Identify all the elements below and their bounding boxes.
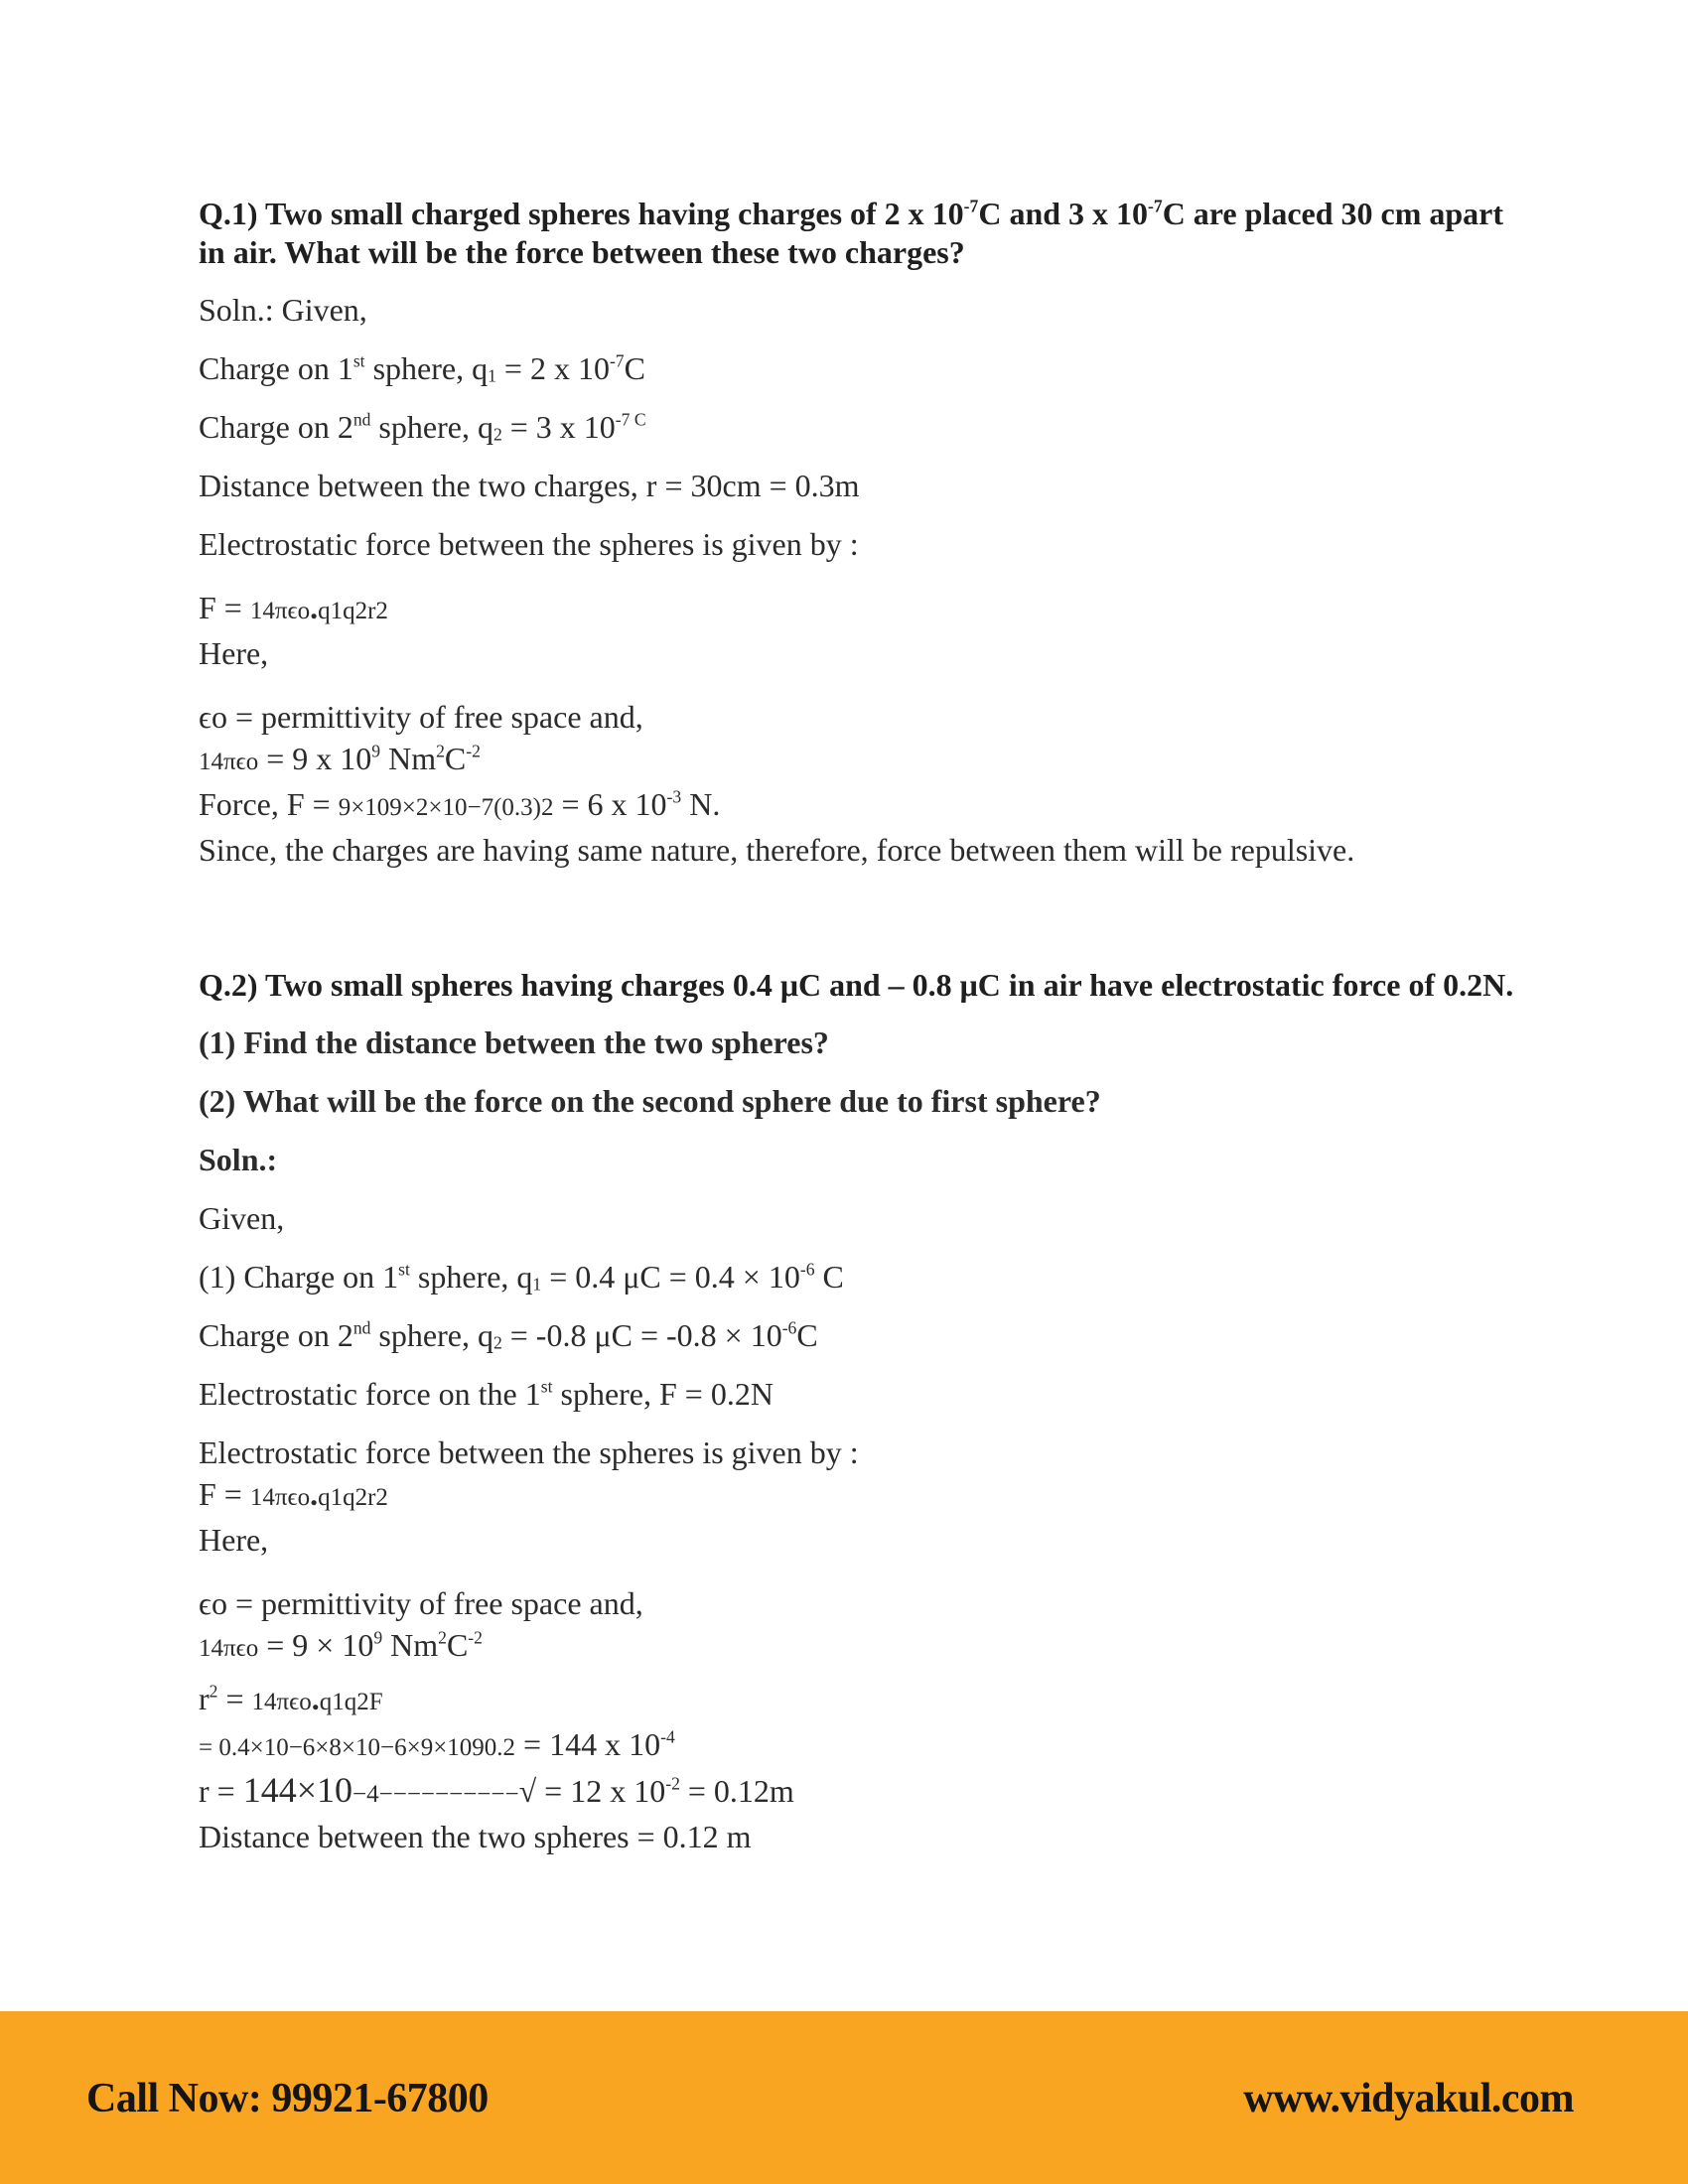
q2-here: Here,	[199, 1522, 269, 1558]
q1-distance: Distance between the two charges, r = 30cm = 0.3m	[199, 468, 860, 503]
q1-force-intro: Electrostatic force between the spheres is given by :	[199, 526, 859, 562]
q2-soln: Soln.:	[199, 1142, 278, 1177]
q2-charge-1: (1) Charge on 1st sphere, $q_1 = 0.4$ $\mu C = 0.4 \times 10^{-6}$ C	[199, 1259, 844, 1295]
q1-soln: Soln.: Given,	[199, 292, 367, 328]
q2-part-1: (1) Find the distance between the two spheres?	[199, 1024, 829, 1060]
q1-constant: 14πϵo = 9 x $10^9$ $Nm^2C^{-2}$	[199, 741, 481, 776]
q2-answer: Distance between the two spheres = 0.12 m	[199, 1819, 752, 1854]
q1-force: Force, F = 9×109×2×10−7(0.3)2 = 6 x $10^{-3}$ N.	[199, 786, 721, 822]
q1-formula: F = 14πϵo.q1q2r2	[199, 590, 388, 625]
website-link[interactable]: www.vidyakul.com	[1243, 2076, 1574, 2121]
q1-charge-1: Charge on 1st sphere, $q_1 = 2$ x $10^{-7}C$	[199, 350, 645, 386]
q1-epsilon: ϵo = permittivity of free space and,	[199, 699, 643, 735]
q2-constant: $14\pi\epsilon o = 9 \times 10^9$ $Nm^2C^{-2}$	[199, 1627, 483, 1663]
q1-charge-2: Charge on 2nd sphere, $q_2 = 3$ x $10^{-7 C}$	[199, 409, 646, 445]
q2-force-intro: Electrostatic force between the spheres is given by :	[199, 1434, 859, 1470]
q2-given: Given,	[199, 1200, 285, 1236]
q2-part-2: (2) What will be the force on the second sphere due to first sphere?	[199, 1083, 1101, 1119]
question-1	[199, 195, 1519, 272]
q2-calc: = 0.4×10−6×8×10−6×9×1090.2 = 144 x $10^{-4}$	[199, 1726, 675, 1762]
q1-here: Here,	[199, 635, 269, 671]
q2-root: r = 144×10−4−−−−−−−−−−√ = 12 x $10^{-2} = 0.12m$	[199, 1770, 794, 1810]
question-2: Q.2) Two small spheres having charges 0.4 μC and – 0.8 μC in air have electrostatic force of 0.2N.	[199, 967, 1514, 1003]
document-body	[199, 195, 1519, 1857]
q1-conclusion: Since, the charges are having same nature, therefore, force between them will be repulsive.	[199, 832, 1355, 868]
q2-r-squared: $r^2 = 14\pi\epsilon o.q1q2F$	[199, 1681, 383, 1716]
q2-charge-2: Charge on 2nd sphere, $q_2 = -0.8$ $\mu C = -0.8 \times 10^{-6}C$	[199, 1317, 818, 1353]
q2-epsilon: ϵo = permittivity of free space and,	[199, 1585, 643, 1621]
call-now-text[interactable]: Call Now: 99921-67800	[86, 2076, 489, 2121]
q2-force-given: Electrostatic force on the 1st sphere, F = 0.2N	[199, 1376, 774, 1412]
q2-formula: F = 14πϵo.q1q2r2	[199, 1476, 388, 1512]
footer-banner	[0, 2011, 1688, 2184]
q1-question-text: Q.1) Two small charged spheres having charges of 2 x $10^{-7}C$ and 3 x $10^{-7}C$ are placed 30 cm apart in air. What will be the force between these two charges?	[199, 196, 1504, 270]
